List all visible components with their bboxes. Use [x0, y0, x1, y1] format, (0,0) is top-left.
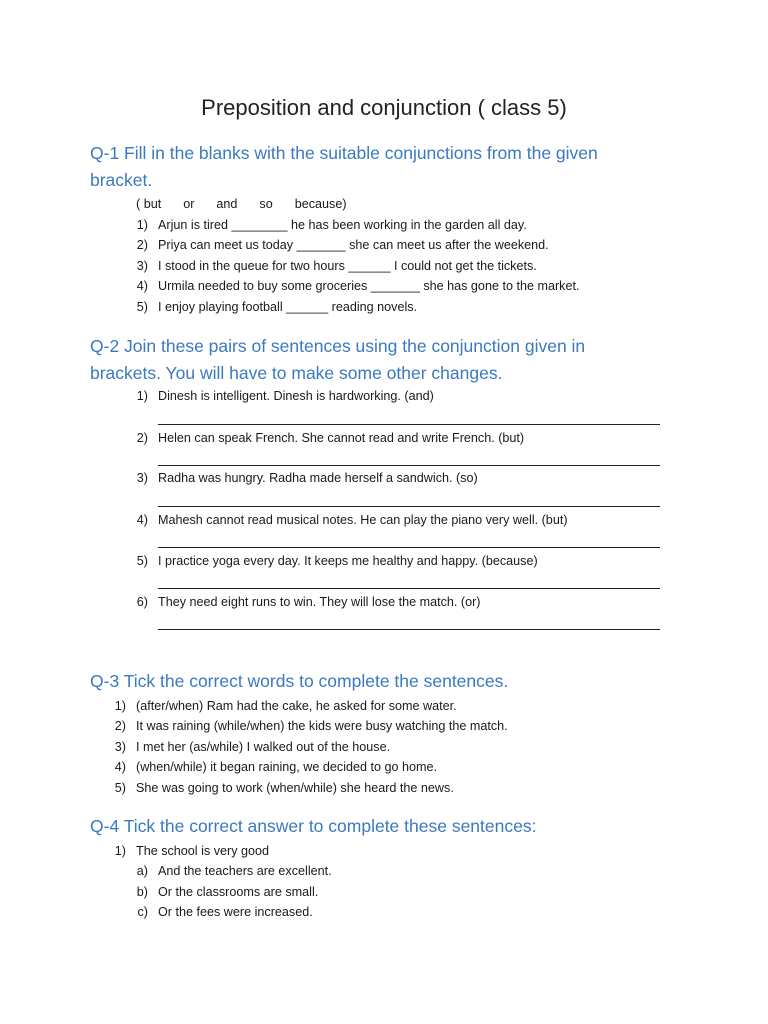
q4-option-letter: b) — [136, 885, 148, 899]
q1-item-number: 4) — [136, 279, 148, 293]
q2-item: I practice yoga every day. It keeps me healthy and happy. (because) — [158, 554, 538, 568]
q1-item: Arjun is tired ________ he has been working in the garden all day. — [158, 218, 527, 232]
q2-item: Dinesh is intelligent. Dinesh is hardworking. (and) — [158, 389, 434, 403]
bracket-word: ( but — [136, 197, 162, 211]
page-title: Preposition and conjunction ( class 5) — [201, 95, 567, 120]
q2-item-number: 6) — [136, 595, 148, 609]
q3-item: She was going to work (when/while) she heard the news. — [136, 781, 454, 795]
q4-heading: Q-4 Tick the correct answer to complete these sentences: — [90, 816, 537, 836]
q1-item-number: 3) — [136, 259, 148, 273]
q4-item: The school is very good — [136, 844, 270, 858]
q1-item-number: 5) — [136, 300, 148, 314]
bracket-word: or — [183, 197, 195, 211]
q1-item: I stood in the queue for two hours ______ I could not get the tickets. — [158, 259, 537, 273]
q1-item: I enjoy playing football ______ reading novels. — [158, 300, 418, 314]
q3-item-number: 2) — [114, 719, 126, 733]
answer-line[interactable] — [158, 506, 660, 507]
q1-item: Priya can meet us today _______ she can meet us after the weekend. — [158, 238, 549, 252]
bracket-word: and — [216, 197, 238, 211]
q3-item-number: 5) — [114, 781, 126, 795]
answer-line[interactable] — [158, 465, 660, 466]
q2-item-number: 2) — [136, 431, 148, 445]
q2-item-number: 4) — [136, 513, 148, 527]
q2-item: They need eight runs to win. They will lose the match. (or) — [158, 595, 481, 609]
q3-item: (after/when) Ram had the cake, he asked for some water. — [136, 699, 457, 713]
q4-option-letter: c) — [137, 905, 148, 919]
q4-option-letter: a) — [136, 864, 148, 878]
q1-item-number: 1) — [136, 218, 148, 232]
conjunction-bracket — [136, 195, 369, 213]
q3-item-number: 4) — [114, 760, 126, 774]
q3-item-number: 3) — [114, 740, 126, 754]
answer-line[interactable] — [158, 424, 660, 425]
q2-item-number: 5) — [136, 554, 148, 568]
q3-heading: Q-3 Tick the correct words to complete the sentences. — [90, 671, 509, 691]
q4-option[interactable]: Or the fees were increased. — [158, 905, 313, 919]
q2-item: Radha was hungry. Radha made herself a sandwich. (so) — [158, 471, 478, 485]
q1-item: Urmila needed to buy some groceries _______ she has gone to the market. — [158, 279, 580, 293]
bracket-word: because) — [294, 197, 347, 211]
q2-item-number: 3) — [136, 471, 148, 485]
q2-item-number: 1) — [136, 389, 148, 403]
q1-item-number: 2) — [136, 238, 148, 252]
q2-item: Mahesh cannot read musical notes. He can play the piano very well. (but) — [158, 513, 568, 527]
answer-line[interactable] — [158, 588, 660, 589]
q3-item: (when/while) it began raining, we decided to go home. — [136, 760, 438, 774]
q4-item-number: 1) — [114, 844, 126, 858]
q2-item: Helen can speak French. She cannot read and write French. (but) — [158, 431, 525, 445]
bracket-word: so — [259, 197, 273, 211]
answer-line[interactable] — [158, 629, 660, 630]
q2-heading: Q-2 Join these pairs of sentences using the conjunction given in brackets. You will have to make some other changes. — [90, 336, 586, 383]
q3-item: I met her (as/while) I walked out of the house. — [136, 740, 391, 754]
q1-heading: Q-1 Fill in the blanks with the suitable conjunctions from the given bracket. — [90, 143, 598, 190]
q4-option[interactable]: Or the classrooms are small. — [158, 885, 319, 899]
answer-line[interactable] — [158, 547, 660, 548]
q3-item-number: 1) — [114, 699, 126, 713]
q4-option[interactable]: And the teachers are excellent. — [158, 864, 332, 878]
q3-item: It was raining (while/when) the kids were busy watching the match. — [136, 719, 508, 733]
